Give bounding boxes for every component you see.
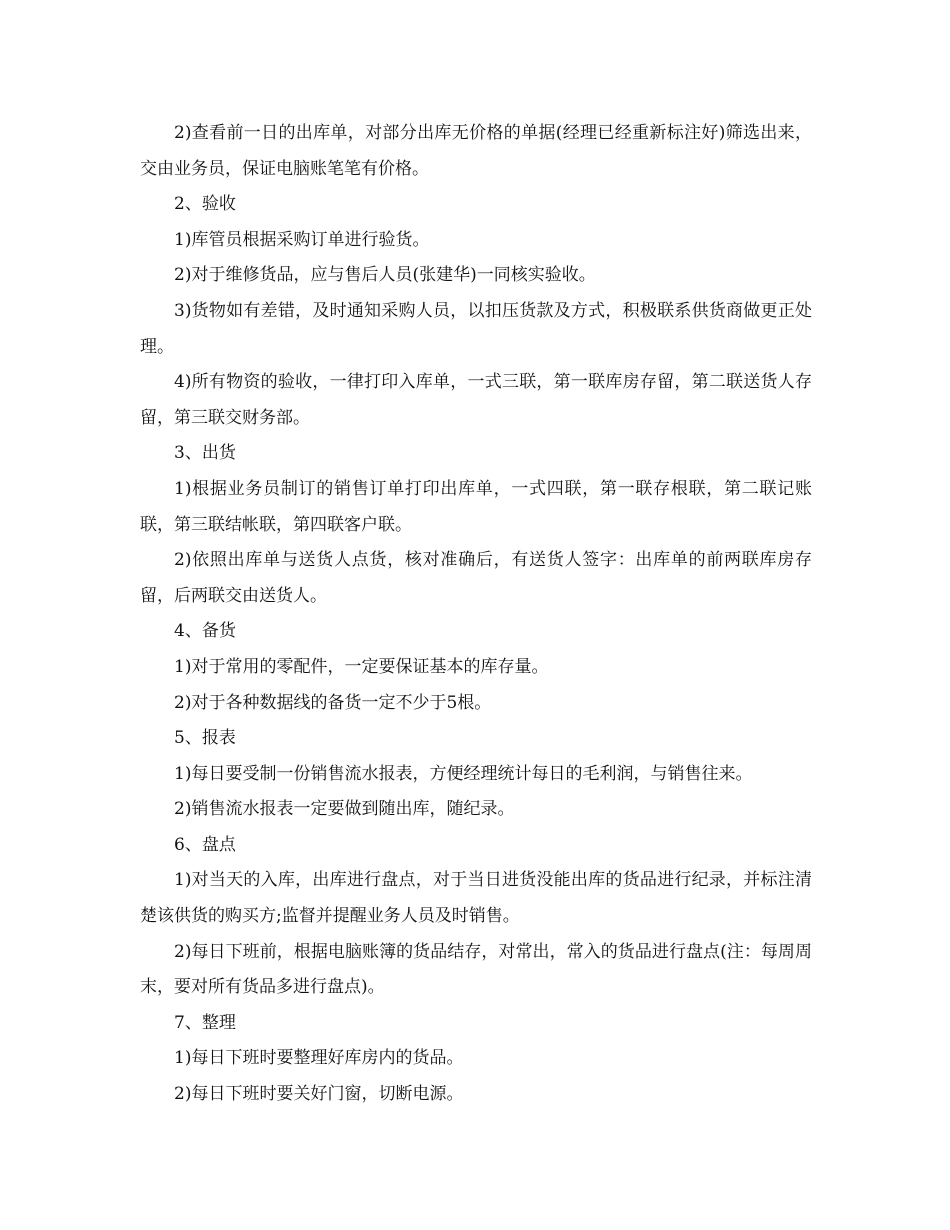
paragraph-print-outbound: 1)根据业务员制订的销售订单打印出库单，一式四联，第一联存根联，第二联记账联，第三联结帐联，第四联客户联。 — [140, 478, 812, 535]
paragraph-delivery-check: 2)依照出库单与送货人点货，核对准确后，有送货人签字：出库单的前两联库房存留，后两联交由送货人。 — [140, 550, 812, 606]
paragraph-inspect-by-order: 1)库管员根据采购订单进行验货。 — [174, 229, 430, 250]
paragraph-end-of-day-count: 2)每日下班前，根据电脑账簿的货品结存，对常出，常入的货品进行盘点(注：每周周末，要对所有货品多进行盘点)。 — [140, 941, 812, 998]
section-heading-stocktake: 6、盘点 — [174, 834, 236, 855]
section-heading-reports: 5、报表 — [174, 728, 236, 749]
paragraph-tidy-goods: 1)每日下班时要整理好库房内的货品。 — [174, 1048, 464, 1069]
document-body — [140, 116, 812, 1113]
paragraph-cables: 2)对于各种数据线的备货一定不少于5根。 — [174, 692, 492, 713]
paragraph-report-timing: 2)销售流水报表一定要做到随出库，随纪录。 — [174, 799, 515, 820]
paragraph-discrepancy: 3)货物如有差错，及时通知采购人员，以扣压货款及方式，积极联系供货商做更正处理。 — [140, 300, 812, 357]
section-heading-tidy: 7、整理 — [174, 1012, 236, 1033]
paragraph-daily-stocktake: 1)对当天的入库，出库进行盘点，对于当日进货没能出库的货品进行纪录，并标注清楚该供货的购买方;监督并提醒业务人员及时销售。 — [140, 870, 812, 927]
paragraph-daily-report: 1)每日要受制一份销售流水报表，方便经理统计每日的毛利润，与销售往来。 — [174, 763, 753, 784]
paragraph-spare-parts: 1)对于常用的零配件，一定要保证基本的库存量。 — [174, 656, 549, 677]
section-heading-stocking: 4、备货 — [174, 621, 236, 642]
section-heading-inspection: 2、验收 — [174, 194, 236, 215]
paragraph-close-windows: 2)每日下班时要关好门窗，切断电源。 — [174, 1084, 464, 1105]
section-heading-shipping: 3、出货 — [174, 443, 236, 464]
paragraph-review-outbound: 2)查看前一日的出库单，对部分出库无价格的单据(经理已经重新标注好)筛选出来，交由业务员，保证电脑账笔笔有价格。 — [140, 123, 812, 179]
paragraph-repair-goods: 2)对于维修货品，应与售后人员(张建华)一同核实验收。 — [174, 265, 596, 286]
paragraph-inbound-receipt: 4)所有物资的验收，一律打印入库单，一式三联，第一联库房存留，第二联送货人存留，第三联交财务部。 — [140, 372, 812, 428]
